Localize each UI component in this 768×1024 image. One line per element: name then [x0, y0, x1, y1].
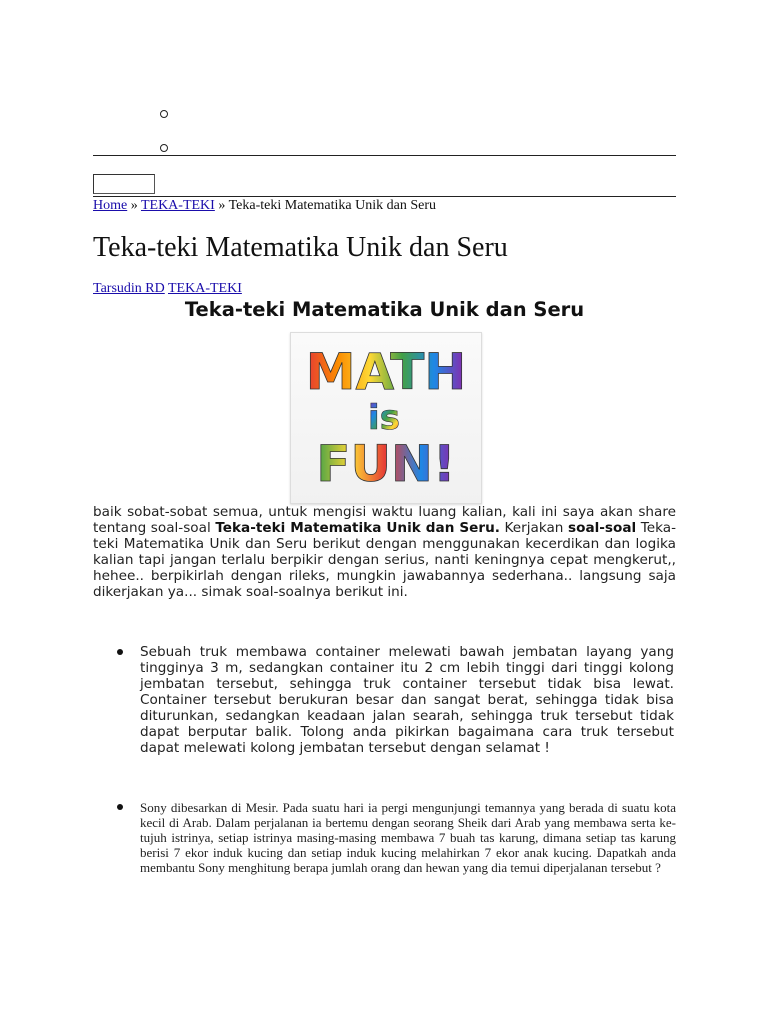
breadcrumb-category-link[interactable]: TEKA-TEKI [140, 198, 215, 213]
question-item: Sebuah truk membawa container melewati bawah jembatan layang yang tingginya 3 m, sedangkan container itu 2 cm lebih tinggi dari tinggi kolong jembatan tersebut, sehingga truk container tersebut tidak bisa lewat. Container tersebut berukuran besar dan sangat berat, sehingga tidak bisa diturunkan, sedangkan keadaan jalan searah, sehingga truk tersebut tidak dapat berputar balik. Tolong anda pikirkan bagaimana cara truk tersebut dapat melewati kolong jembatan tersebut dengan selamat ! [140, 644, 674, 756]
image-text-is: is [368, 398, 400, 438]
breadcrumb-home-link[interactable]: Home [93, 198, 128, 213]
post-meta [93, 281, 242, 297]
page-title: Teka-teki Matematika Unik dan Seru [93, 232, 508, 263]
list-bullet [117, 804, 123, 810]
category-link[interactable]: TEKA-TEKI [168, 281, 242, 296]
author-link[interactable]: Tarsudin RD [93, 281, 165, 296]
search-input[interactable] [93, 174, 155, 194]
divider [93, 155, 676, 156]
intro-paragraph [93, 504, 676, 600]
breadcrumb-separator: » [214, 198, 229, 213]
list-bullet [117, 649, 123, 655]
breadcrumb-current: Teka-teki Matematika Unik dan Seru [228, 198, 436, 213]
question-item: Sony dibesarkan di Mesir. Pada suatu hari ia pergi mengunjungi temannya yang berada di suatu kota kecil di Arab. Dalam perjalanan ia bertemu dengan seorang Sheik dari Arab yang membawa serta ke-tujuh istrinya, setiap istrinya masing-masing membawa 7 buah tas karung, dimana setiap tas karung berisi 7 ekor induk kucing dan setiap induk kucing melahirkan 7 ekor anak kucing. Dapatkah anda membantu Sony menghitung berapa jumlah orang dan hewan yang dia temui diperjalanan tersebut ? [140, 800, 676, 875]
intro-text: Teka-teki Matematika Unik dan Seru berikut dengan menggunakan kecerdikan dan logika kalian tapi jangan terlalu berpikir dengan serius, nanti keningnya cepat mengkerut,, hehee.. berpikirlah dengan rileks, mungkin jawabannya sederhana.. langsung saja dikerjakan ya... simak soal-soalnya berikut ini. [93, 520, 676, 600]
image-text-fun: FUN! [316, 435, 456, 493]
math-is-fun-image [290, 332, 482, 504]
article-subtitle: Teka-teki Matematika Unik dan Seru [184, 298, 585, 321]
nav-bullet [160, 110, 168, 118]
intro-bold: Teka-teki Matematika Unik dan Seru. [215, 520, 500, 536]
divider [93, 196, 676, 197]
nav-bullet [160, 144, 168, 152]
intro-bold: soal-soal [568, 520, 637, 536]
image-text-math: MATH [305, 343, 467, 401]
intro-text: Kerjakan [499, 520, 569, 536]
breadcrumb-separator: » [127, 198, 141, 213]
intro-text: baik sobat-sobat semua, untuk mengisi waktu luang kalian, kali ini saya akan share tentang soal-soal [93, 504, 676, 536]
breadcrumb [93, 198, 436, 214]
